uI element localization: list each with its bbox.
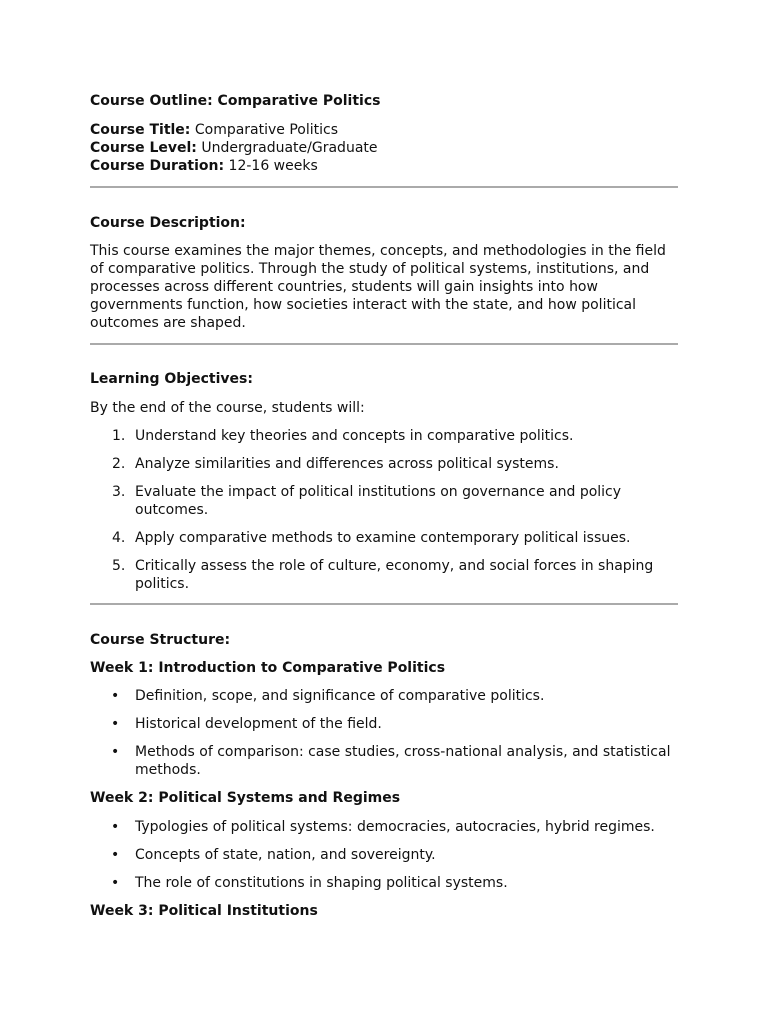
meta-value: 12-16 weeks	[228, 158, 318, 174]
list-item: Critically assess the role of culture, economy, and social forces in shaping politics.	[135, 558, 654, 592]
structure-section	[90, 605, 678, 920]
meta-course-duration	[90, 157, 678, 175]
week-topics	[90, 818, 678, 892]
week-topics	[90, 687, 678, 779]
list-item: Evaluate the impact of political institutions on governance and policy outcomes.	[135, 484, 622, 518]
list-item: • Methods of comparison: case studies, cross-national analysis, and statistical methods.	[135, 743, 678, 779]
objectives-list	[90, 427, 678, 593]
list-item: • Definition, scope, and significance of comparative politics.	[135, 687, 678, 705]
objectives-section	[90, 345, 678, 593]
week-title: Week 1: Introduction to Comparative Politics	[90, 660, 446, 676]
meta-value: Comparative Politics	[194, 122, 339, 138]
description-heading: Course Description:	[90, 215, 246, 231]
list-item: Analyze similarities and differences across political systems.	[135, 456, 559, 472]
list-item: • The role of constitutions in shaping political systems.	[135, 874, 678, 892]
meta-label: Course Duration:	[90, 158, 225, 174]
week-title: Week 2: Political Systems and Regimes	[90, 790, 401, 806]
list-item: • Typologies of political systems: democracies, autocracies, hybrid regimes.	[135, 818, 678, 836]
description-text: This course examines the major themes, concepts, and methodologies in the field of comparative politics. Through the study of political systems, institutions, and processes across different countries, students will gain insights into how governments function, how societies interact with the state, and how political outcomes are shaped.	[90, 243, 666, 331]
meta-label: Course Title:	[90, 122, 191, 138]
list-item: Apply comparative methods to examine contemporary political issues.	[135, 530, 631, 546]
objectives-heading: Learning Objectives:	[90, 371, 253, 387]
description-section	[90, 188, 678, 332]
meta-value: Undergraduate/Graduate	[201, 140, 378, 156]
objectives-intro: By the end of the course, students will:	[90, 400, 365, 416]
meta-label: Course Level:	[90, 140, 197, 156]
meta-course-level	[90, 139, 678, 157]
list-item: Understand key theories and concepts in comparative politics.	[135, 428, 574, 444]
meta-course-title	[90, 121, 678, 139]
course-meta	[90, 121, 678, 175]
outline-title: Course Outline: Comparative Politics	[90, 93, 381, 109]
list-item: • Concepts of state, nation, and sovereignty.	[135, 846, 678, 864]
list-item: • Historical development of the field.	[135, 715, 678, 733]
structure-heading: Course Structure:	[90, 632, 231, 648]
week-title: Week 3: Political Institutions	[90, 903, 318, 919]
